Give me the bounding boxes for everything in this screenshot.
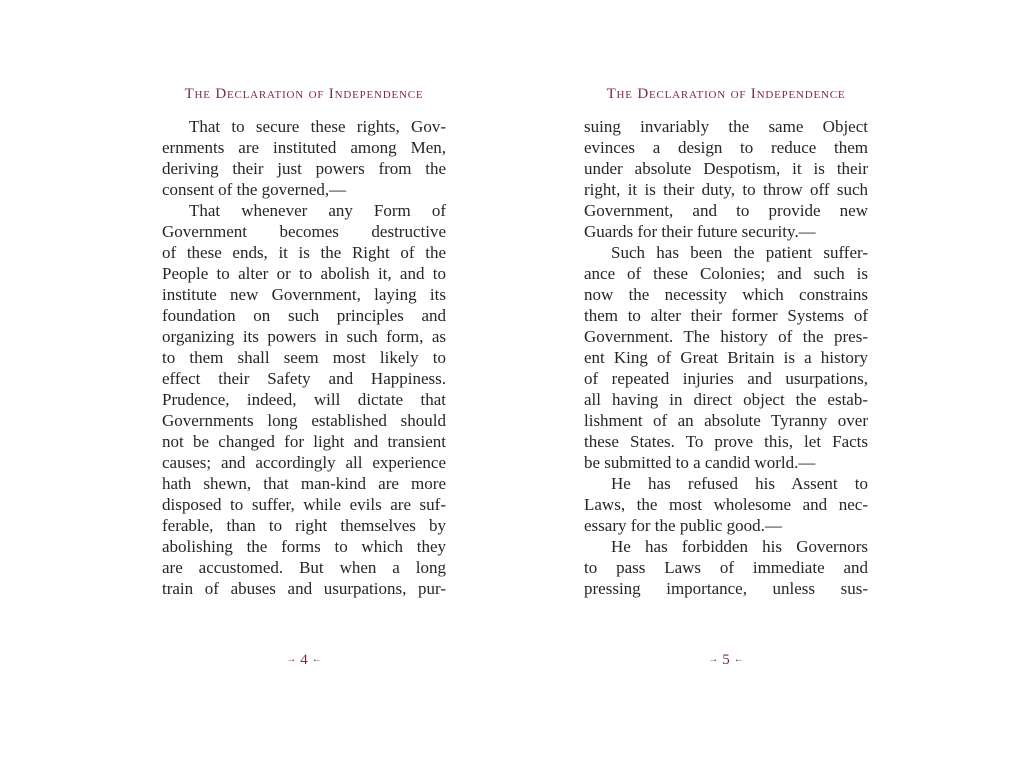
text-line: consent of the governed,— — [162, 180, 347, 199]
text-line: ent King of Great Britain is a history — [584, 348, 868, 367]
text-line: Laws, the most wholesome and nec- — [584, 495, 868, 514]
text-line: That whenever any Form of — [189, 201, 446, 220]
text-line: under absolute Despotism, it is their — [584, 159, 868, 178]
text-line: He has refused his Assent to — [611, 474, 868, 493]
text-line: pressing importance, unless sus- — [584, 579, 868, 598]
text-line: essary for the public good.— — [584, 516, 782, 535]
text-line: abolishing the forms to which they — [162, 537, 446, 556]
text-line: are accustomed. But when a long — [162, 558, 446, 577]
text-line: right, it is their duty, to throw off such — [584, 180, 868, 199]
book-page-left — [162, 85, 446, 670]
arrow-left-ornament-icon: ← — [733, 654, 744, 665]
text-line: Government becomes destructive — [162, 222, 446, 241]
text-line: evinces a design to reduce them — [584, 138, 868, 157]
body-text — [584, 116, 868, 599]
book-page-right — [584, 85, 868, 670]
text-line: all having in direct object the estab- — [584, 390, 868, 409]
text-line: ernments are instituted among Men, — [162, 138, 446, 157]
text-line: lishment of an absolute Tyranny over — [584, 411, 868, 430]
page-number: 5 — [722, 652, 730, 668]
body-text — [162, 116, 446, 599]
text-line: not be changed for light and transient — [162, 432, 446, 451]
text-line: hath shewn, that man-kind are more — [162, 474, 446, 493]
text-line: People to alter or to abolish it, and to — [162, 264, 446, 283]
text-line: He has forbidden his Governors — [611, 537, 868, 556]
text-line: of these ends, it is the Right of the — [162, 243, 446, 262]
text-line: Government, and to provide new — [584, 201, 868, 220]
text-line: That to secure these rights, Gov- — [189, 117, 446, 136]
text-line: these States. To prove this, let Facts — [584, 432, 868, 451]
text-line: of repeated injuries and usurpations, — [584, 369, 868, 388]
text-line: institute new Government, laying its — [162, 285, 446, 304]
text-line: foundation on such principles and — [162, 306, 446, 325]
running-header: The Declaration of Independence — [184, 86, 424, 102]
text-line: them to alter their former Systems of — [584, 306, 868, 325]
text-line: Government. The history of the pres- — [584, 327, 868, 346]
text-line: train of abuses and usurpations, pur- — [162, 579, 446, 598]
text-line: disposed to suffer, while evils are suf- — [162, 495, 446, 514]
text-line: Prudence, indeed, will dictate that — [162, 390, 446, 409]
text-line: organizing its powers in such form, as — [162, 327, 446, 346]
text-line: effect their Safety and Happiness. — [162, 369, 446, 388]
running-header: The Declaration of Independence — [606, 86, 846, 102]
folio — [584, 652, 868, 670]
text-line: suing invariably the same Object — [584, 117, 868, 136]
page-number: 4 — [300, 652, 308, 668]
text-line: ance of these Colonies; and such is — [584, 264, 868, 283]
text-line: Guards for their future security.— — [584, 222, 816, 241]
arrow-left-ornament-icon: ← — [311, 654, 322, 665]
text-line: ferable, than to right themselves by — [162, 516, 446, 535]
folio — [162, 652, 446, 670]
text-line: Governments long established should — [162, 411, 446, 430]
text-line: causes; and accordingly all experience — [162, 453, 446, 472]
text-line: be submitted to a candid world.— — [584, 453, 816, 472]
arrow-right-ornament-icon: → — [286, 654, 297, 665]
arrow-right-ornament-icon: → — [708, 654, 719, 665]
text-line: to pass Laws of immediate and — [584, 558, 868, 577]
text-line: Such has been the patient suffer- — [611, 243, 868, 262]
text-line: deriving their just powers from the — [162, 159, 446, 178]
text-line: to them shall seem most likely to — [162, 348, 446, 367]
text-line: now the necessity which constrains — [584, 285, 868, 304]
